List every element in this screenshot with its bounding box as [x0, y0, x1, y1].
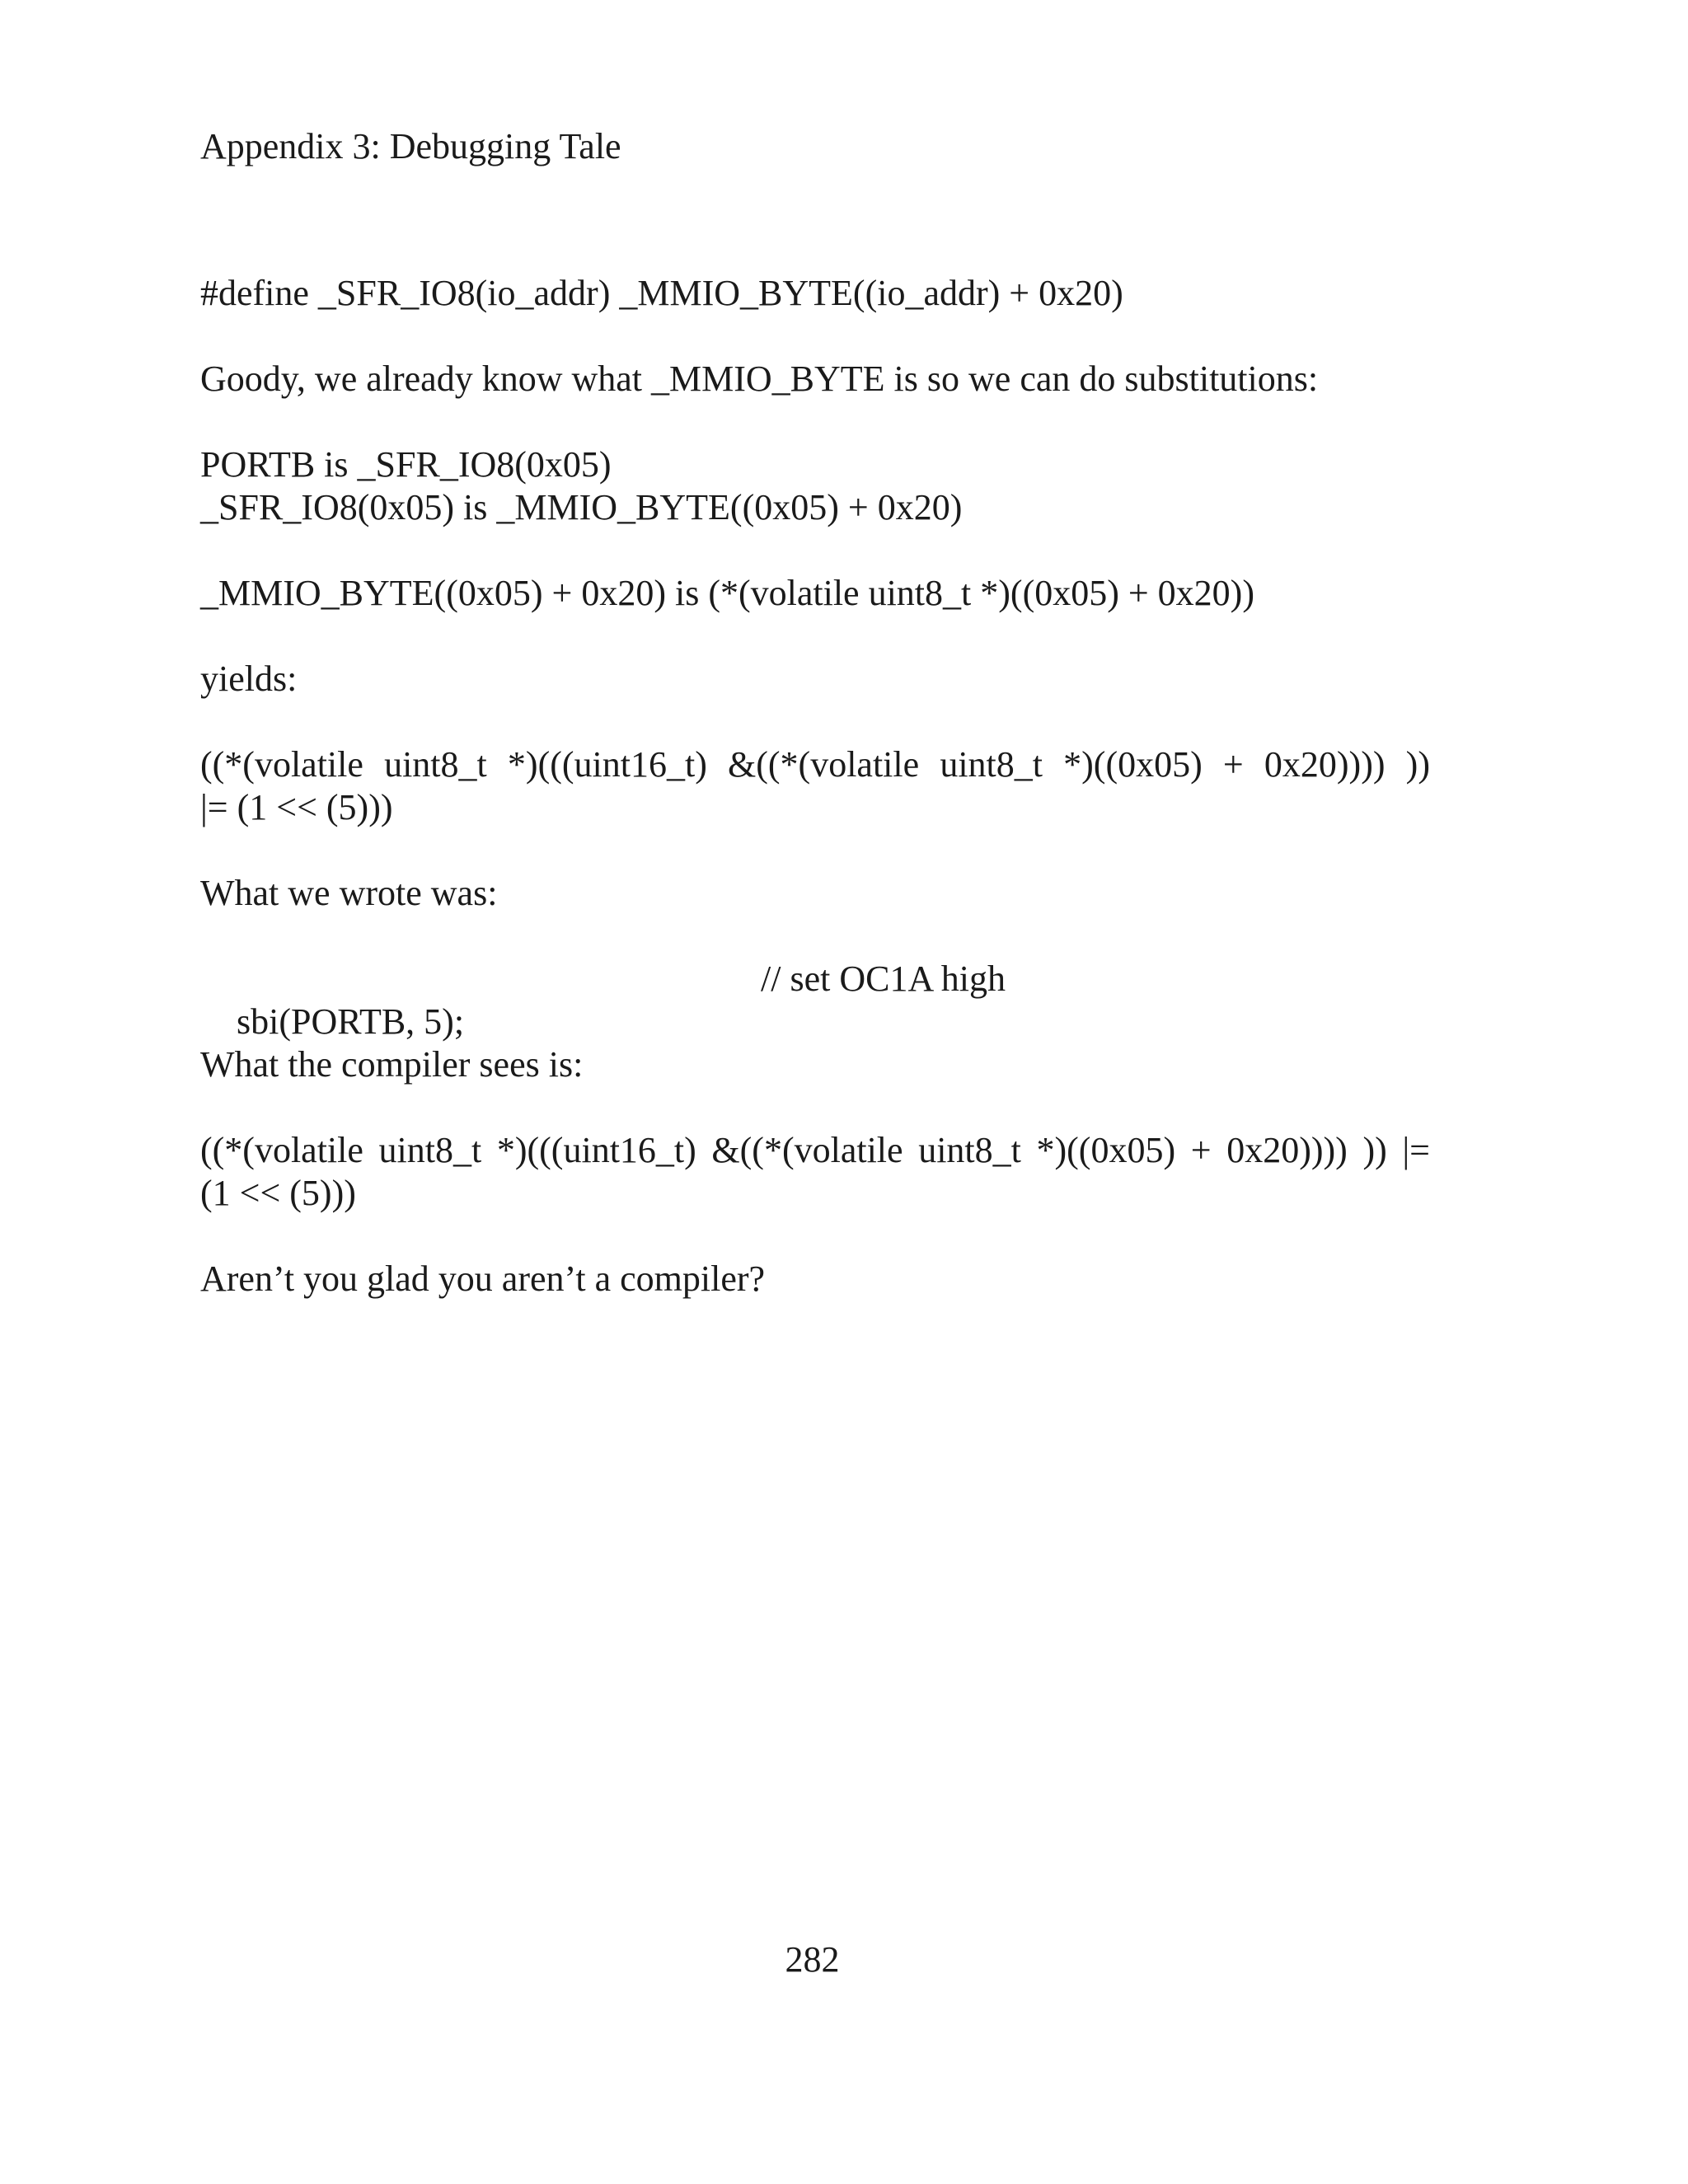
page-heading: Appendix 3: Debugging Tale: [200, 126, 621, 166]
substitution-line-3: _MMIO_BYTE((0x05) + 0x20) is (*(volatile uint8_t *)((0x05) + 0x20)): [200, 573, 1254, 613]
substitution-line-1: PORTB is _SFR_IO8(0x05): [200, 444, 612, 485]
compiler-expression-line-2: (1 << (5))): [200, 1173, 356, 1213]
define-macro-line: #define _SFR_IO8(io_addr) _MMIO_BYTE((io_addr) + 0x20): [200, 273, 1123, 313]
substitution-line-2: _SFR_IO8(0x05) is _MMIO_BYTE((0x05) + 0x20): [200, 487, 963, 527]
closing-question: Aren’t you glad you aren’t a compiler?: [200, 1258, 766, 1299]
intro-paragraph: Goody, we already know what _MMIO_BYTE is so we can do substitutions:: [200, 359, 1319, 399]
compiler-expression-line-1: ((*(volatile uint8_t *)(((uint16_t) &((*(volatile uint8_t *)((0x05) + 0x20)))) )) |=: [200, 1130, 1430, 1170]
yields-label: yields:: [200, 658, 298, 699]
wrote-label: What we wrote was:: [200, 873, 498, 913]
yield-expression-line-2: |= (1 << (5))): [200, 787, 393, 827]
code-statement: sbi(PORTB, 5);: [237, 1001, 465, 1042]
compiler-label: What the compiler sees is:: [200, 1044, 584, 1085]
code-comment: // set OC1A high: [761, 958, 1006, 999]
yield-expression-line-1: ((*(volatile uint8_t *)(((uint16_t) &((*(volatile uint8_t *)((0x05) + 0x20)))) )): [200, 744, 1430, 785]
page-number: 282: [785, 1939, 840, 1980]
